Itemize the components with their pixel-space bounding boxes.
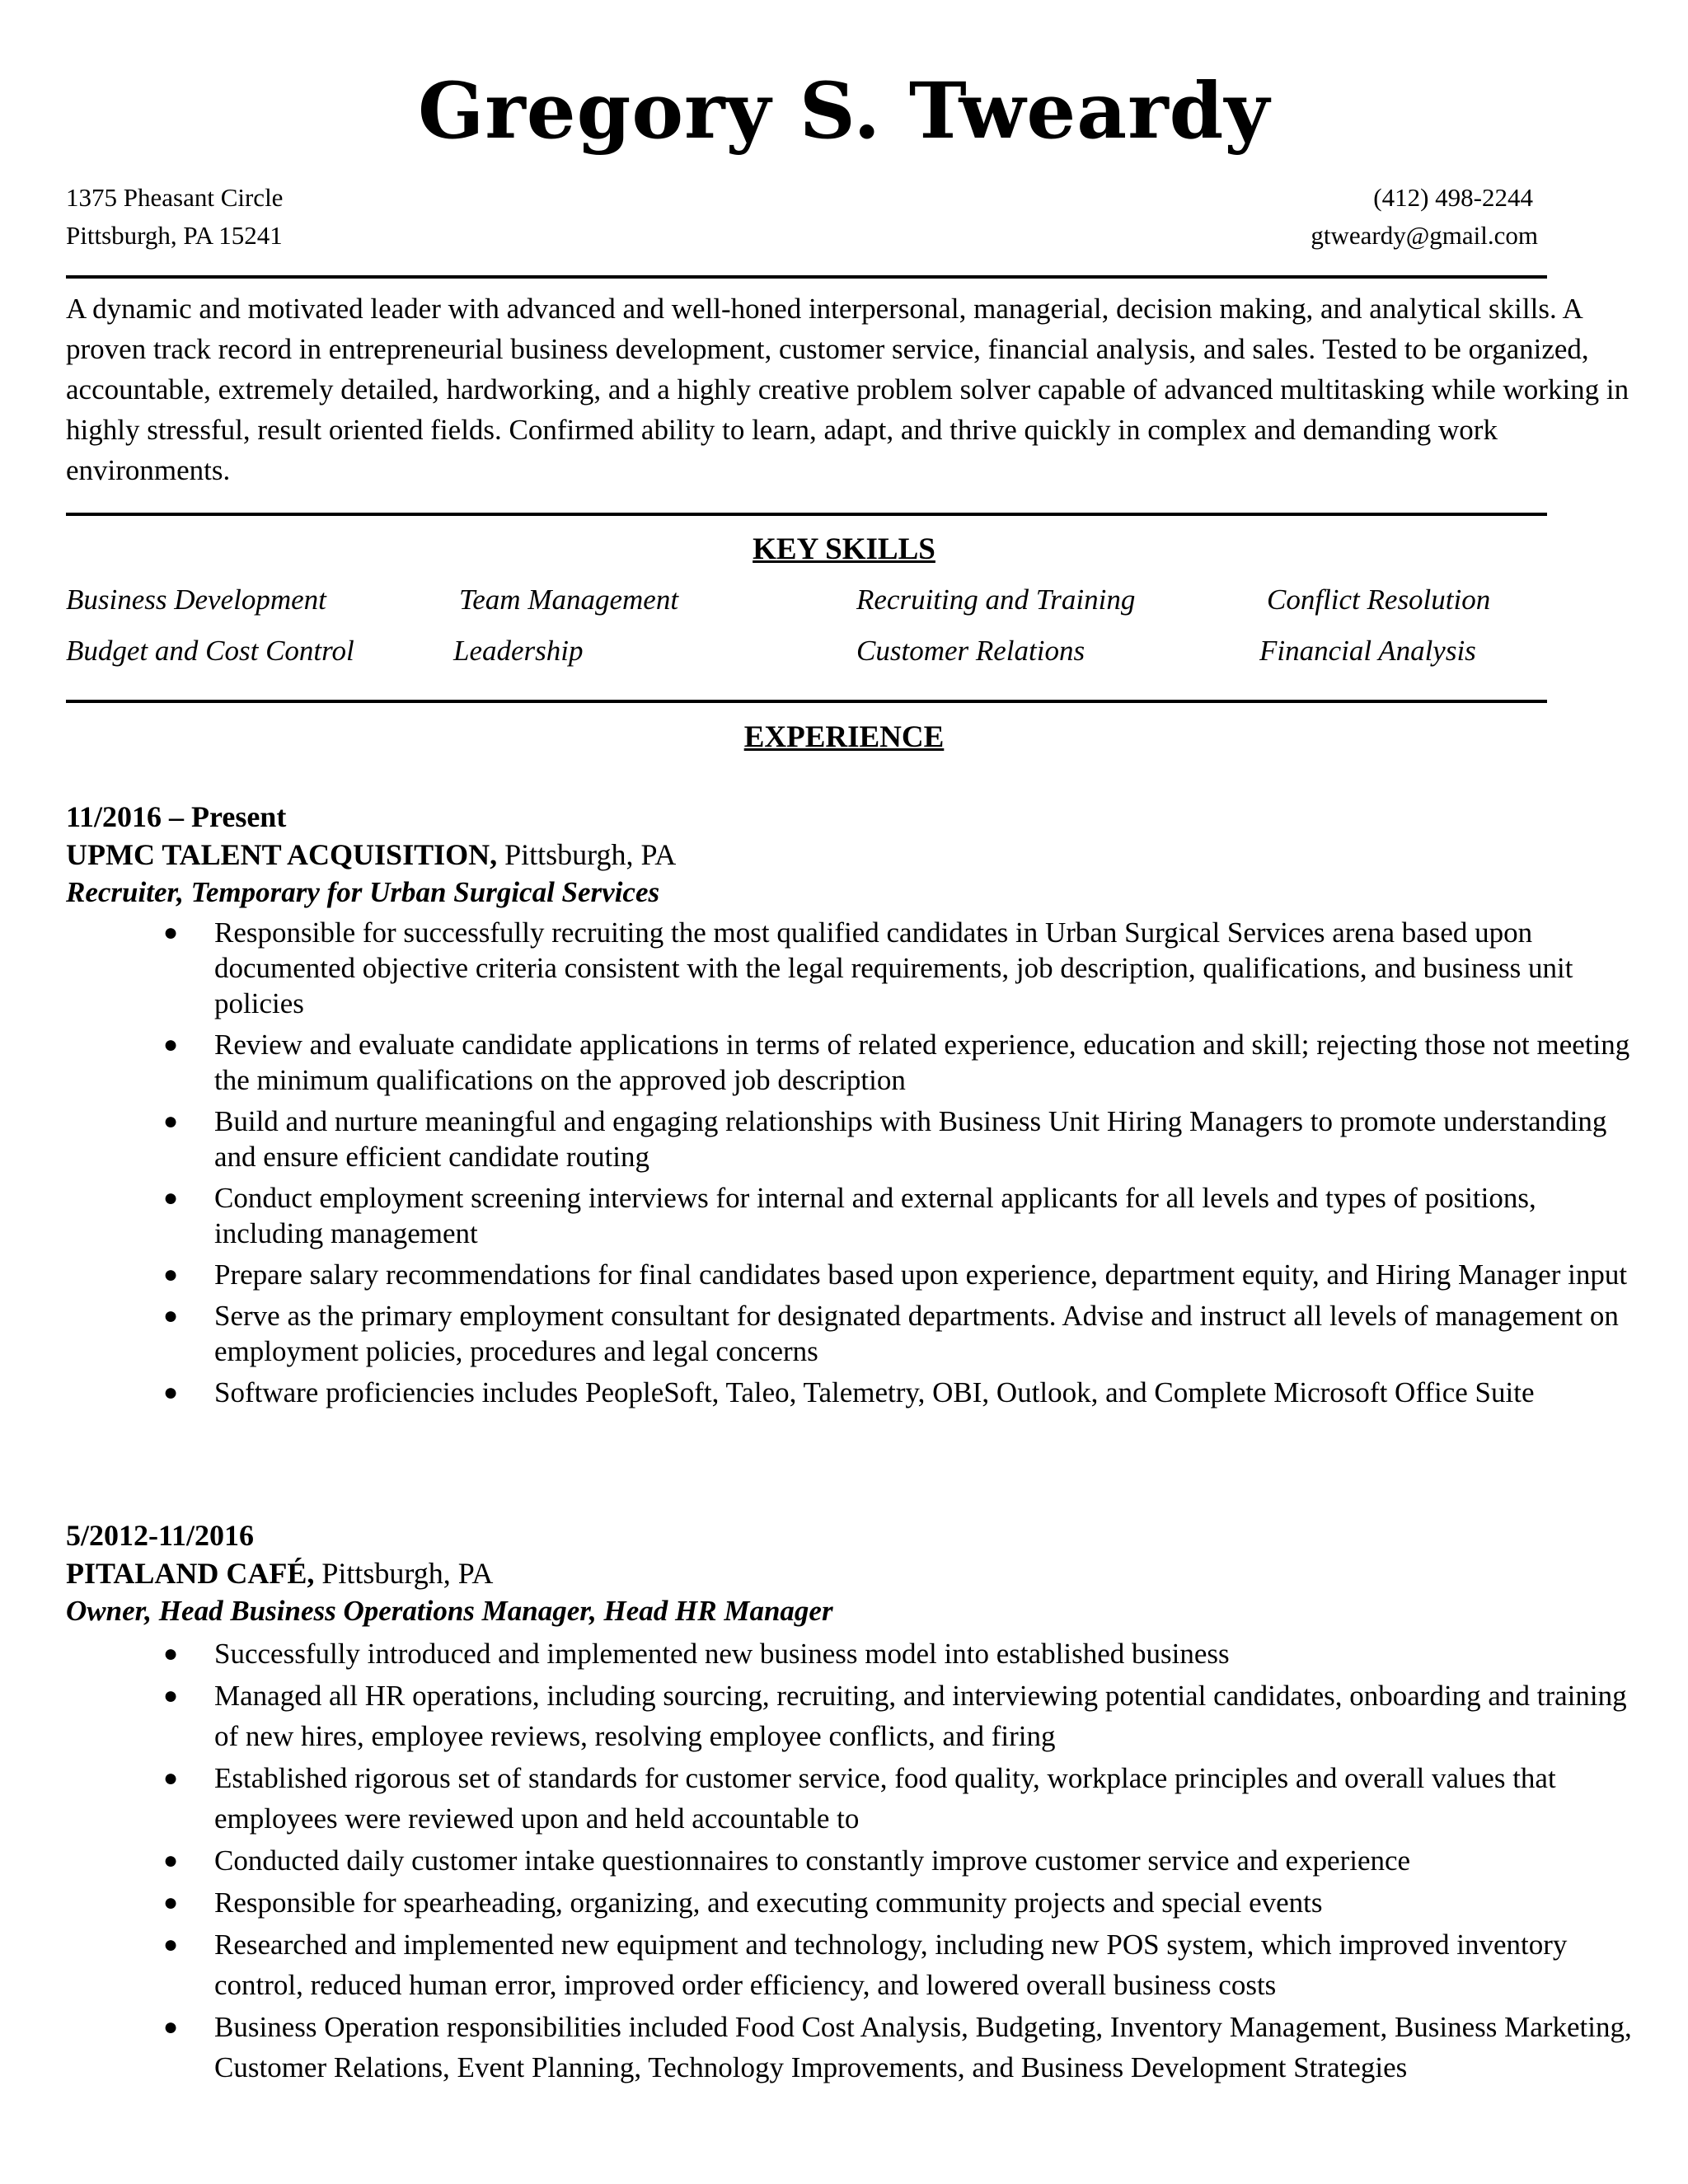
- responsibility-item: ● Successfully introduced and implemented new business model into established business: [66, 1633, 1632, 1674]
- bullet-icon: ●: [163, 1847, 179, 1874]
- candidate-name: Gregory S. Tweardy: [417, 66, 1270, 157]
- bullet-icon: ●: [163, 919, 179, 946]
- bullet-icon: ●: [163, 1302, 179, 1329]
- responsibility-item: ● Responsible for spearheading, organizing, and executing community projects and special events: [66, 1882, 1632, 1923]
- company-name: PITALAND CAFÉ,: [66, 1557, 315, 1590]
- company-location: Pittsburgh, PA: [314, 1557, 494, 1590]
- bullet-icon: ●: [163, 1184, 179, 1212]
- job-responsibilities: [66, 915, 1632, 1410]
- key-skills-heading: KEY SKILLS: [753, 532, 935, 566]
- responsibility-item: ● Responsible for successfully recruiting the most qualified candidates in Urban Surgical Services arena based upon documented objective criteria consistent with the legal requirements, job description, qualifications, and business unit policies: [163, 916, 1573, 1019]
- skill-item: Conflict Resolution: [1267, 583, 1491, 616]
- job-entry: [66, 1516, 1632, 2089]
- responsibility-item: ● Conduct employment screening interviews for internal and external applicants for all levels and types of positions, including management: [163, 1182, 1536, 1249]
- responsibility-item: ● Researched and implemented new equipment and technology, including new POS system, which improved inventory control, reduced human error, improved order efficiency, and lowered overall business costs: [66, 1924, 1632, 2005]
- responsibility-item: ● Build and nurture meaningful and engaging relationships with Business Unit Hiring Managers to promote understanding and ensure efficient candidate routing: [163, 1105, 1607, 1173]
- bullet-icon: ●: [163, 1640, 179, 1667]
- email-address: gtweardy@gmail.com: [1311, 221, 1538, 250]
- job-title: Recruiter, Temporary for Urban Surgical Services: [66, 876, 660, 908]
- company-location: Pittsburgh, PA: [497, 838, 677, 871]
- bullet-icon: ●: [163, 2013, 179, 2041]
- responsibility-item: ● Business Operation responsibilities included Food Cost Analysis, Budgeting, Inventory Management, Business Marketing, Customer Relations, Event Planning, Technology Improvements, and Business Development Strategies: [66, 2007, 1632, 2088]
- phone-number: (412) 498-2244: [1373, 183, 1533, 212]
- bullet-icon: ●: [163, 1261, 179, 1288]
- responsibility-item: ● Serve as the primary employment consultant for designated departments. Advise and instruct all levels of management on employment policies, procedures and legal concerns: [163, 1300, 1619, 1367]
- skill-item: Team Management: [459, 583, 679, 616]
- skill-item: Business Development: [66, 583, 326, 616]
- divider: [66, 275, 1547, 279]
- bullet-icon: ●: [163, 1765, 179, 1792]
- skill-item: Financial Analysis: [1259, 635, 1476, 667]
- divider: [66, 700, 1547, 703]
- skill-item: Recruiting and Training: [856, 583, 1136, 616]
- responsibility-item: ● Software proficiencies includes PeopleSoft, Taleo, Talemetry, OBI, Outlook, and Complete Microsoft Office Suite: [163, 1376, 1535, 1408]
- responsibility-item: ● Conducted daily customer intake questionnaires to constantly improve customer service and experience: [66, 1840, 1632, 1881]
- job-title: Owner, Head Business Operations Manager, Head HR Manager: [66, 1595, 833, 1627]
- divider: [66, 513, 1547, 516]
- responsibility-item: ● Review and evaluate candidate applications in terms of related experience, education and skill; rejecting those not meeting the minimum qualifications on the approved job description: [163, 1029, 1630, 1096]
- job-entry: [66, 798, 1632, 1416]
- responsibility-item: ● Prepare salary recommendations for final candidates based upon experience, department equity, and Hiring Manager input: [163, 1258, 1628, 1291]
- company-name: UPMC TALENT ACQUISITION,: [66, 838, 498, 871]
- address-line-1: 1375 Pheasant Circle: [66, 183, 284, 212]
- job-company-line: [66, 1554, 1632, 1592]
- professional-summary: A dynamic and motivated leader with advanced and well-honed interpersonal, managerial, decision making, and analytical skills. A proven track record in entrepreneurial business development, customer service, financial analysis, and sales. Tested to be organized, accountable, extremely detailed, hardworking, and a highly creative problem solver capable of advanced multitasking while working in highly stressful, result oriented fields. Confirmed ability to learn, adapt, and thrive quickly in complex and demanding work environments.: [66, 293, 1629, 486]
- bullet-icon: ●: [163, 1379, 179, 1406]
- responsibility-item: ● Managed all HR operations, including sourcing, recruiting, and interviewing potential candidates, onboarding and training of new hires, employee reviews, resolving employee conflicts, and firing: [66, 1675, 1632, 1756]
- responsibility-item: ● Established rigorous set of standards for customer service, food quality, workplace principles and overall values that employees were reviewed upon and held accountable to: [66, 1758, 1632, 1839]
- skill-item: Customer Relations: [856, 635, 1085, 667]
- job-company-line: [66, 836, 1632, 874]
- bullet-icon: ●: [163, 1031, 179, 1058]
- bullet-icon: ●: [163, 1931, 179, 1958]
- experience-heading: EXPERIENCE: [743, 720, 945, 754]
- job-dates: 11/2016 – Present: [66, 800, 287, 833]
- skill-item: Leadership: [453, 635, 584, 667]
- address-line-2: Pittsburgh, PA 15241: [66, 221, 283, 250]
- bullet-icon: ●: [163, 1889, 179, 1916]
- job-dates: 5/2012-11/2016: [66, 1519, 255, 1552]
- bullet-icon: ●: [163, 1108, 179, 1135]
- bullet-icon: ●: [163, 1682, 179, 1709]
- skill-item: Budget and Cost Control: [66, 635, 354, 667]
- job-responsibilities: [66, 1633, 1632, 2088]
